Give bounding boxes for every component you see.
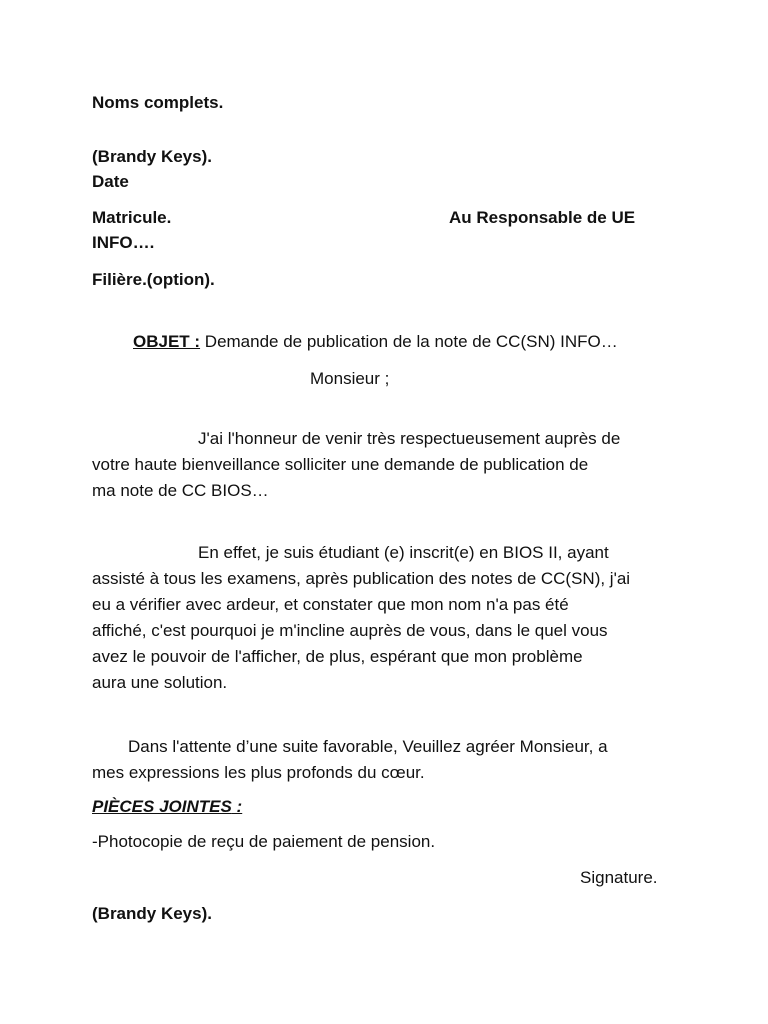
footer-name: (Brandy Keys). (92, 904, 212, 923)
full-names-label: Noms complets. (92, 93, 224, 112)
subject-text: Demande de publication de la note de CC(SN) INFO… (200, 332, 618, 351)
paragraph-line: Dans l'attente d’une suite favorable, Veuillez agréer Monsieur, a (128, 737, 608, 756)
matricule-label: Matricule. (92, 208, 172, 227)
paragraph-line: avez le pouvoir de l'afficher, de plus, espérant que mon problème (92, 647, 583, 666)
paragraph-line: mes expressions les plus profonds du cœur. (92, 763, 425, 782)
attachments-heading (92, 796, 242, 818)
subject-line (133, 331, 618, 353)
salutation: Monsieur ; (310, 369, 390, 388)
date-label: Date (92, 172, 129, 191)
paragraph-2 (92, 540, 682, 696)
paragraph-line: votre haute bienveillance solliciter une demande de publication de (92, 455, 589, 474)
sender-name: (Brandy Keys). (92, 147, 212, 166)
recipient-line: Au Responsable de UE (449, 208, 636, 227)
paragraph-line: assisté à tous les examens, après publication des notes de CC(SN), j'ai (92, 569, 631, 588)
paragraph-line: J'ai l'honneur de venir très respectueusement auprès de (198, 429, 621, 448)
paragraph-1 (92, 426, 682, 504)
attachments-label: PIÈCES JOINTES (92, 797, 232, 816)
attachments-colon: : (231, 797, 243, 816)
subject-label: OBJET : (133, 332, 201, 351)
paragraph-line: affiché, c'est pourquoi je m'incline auprès de vous, dans le quel vous (92, 621, 608, 640)
paragraph-3 (92, 734, 682, 786)
signature-label: Signature. (580, 868, 658, 887)
paragraph-line: ma note de CC BIOS… (92, 481, 269, 500)
paragraph-line: aura une solution. (92, 673, 228, 692)
filiere-label: Filière.(option). (92, 270, 215, 289)
paragraph-line: eu a vérifier avec ardeur, et constater que mon nom n'a pas été (92, 595, 569, 614)
paragraph-line: En effet, je suis étudiant (e) inscrit(e) en BIOS II, ayant (198, 543, 609, 562)
info-label: INFO…. (92, 233, 155, 252)
attachment-item: -Photocopie de reçu de paiement de pension. (92, 832, 436, 851)
